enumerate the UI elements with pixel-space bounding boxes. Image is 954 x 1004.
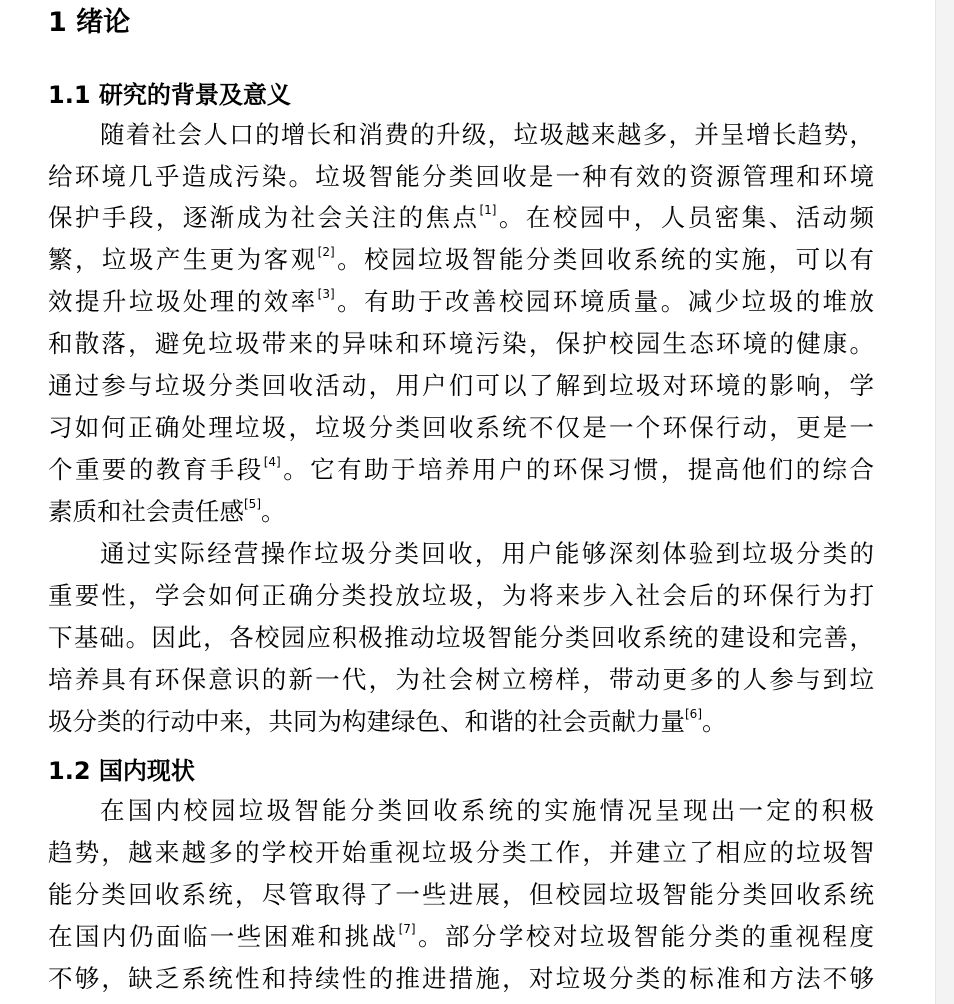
line-text: 。部分学校对垃圾智能分类的重视程度 xyxy=(415,922,875,951)
line-text: 。在校园中，人员密集、活动频 xyxy=(496,203,875,232)
line-text: 和散落，避免垃圾带来的异味和环境污染，保护校园生态环境的健康。 xyxy=(48,329,874,358)
line-text: 效提升垃圾处理的效率 xyxy=(48,287,318,316)
paragraph-line xyxy=(48,875,874,915)
paragraph-line xyxy=(48,366,874,406)
line-text: 素质和社会责任感 xyxy=(48,497,244,526)
line-text: 习如何正确处理垃圾，垃圾分类回收系统不仅是一个环保行动，更是一 xyxy=(48,413,874,442)
line-text: 不够，缺乏系统性和持续性的推进措施，对垃圾分类的标准和方法不够 xyxy=(48,964,874,993)
citation-1[interactable]: [1] xyxy=(479,203,497,218)
line-text: 下基础。因此，各校园应积极推动垃圾智能分类回收系统的建设和完善， xyxy=(48,623,874,652)
line-text: 。 xyxy=(702,707,727,736)
paragraph-line xyxy=(48,157,874,197)
line-text: 重要性，学会如何正确分类投放垃圾，为将来步入社会后的环保行为打 xyxy=(48,581,874,610)
line-text: 繁，垃圾产生更为客观 xyxy=(48,245,318,274)
line-text: 。校园垃圾智能分类回收系统的实施，可以有 xyxy=(334,245,875,274)
paragraph-line xyxy=(48,917,874,957)
paragraph-line xyxy=(48,450,874,490)
line-text: 给环境几乎造成污染。垃圾智能分类回收是一种有效的资源管理和环境 xyxy=(48,162,874,191)
section-heading-1-1: 1.1 研究的背景及意义 xyxy=(48,81,291,109)
line-text: 在国内仍面临一些困难和挑战 xyxy=(48,922,399,951)
paragraph-line xyxy=(48,618,874,658)
line-text: 通过参与垃圾分类回收活动，用户们可以了解到垃圾对环境的影响，学 xyxy=(48,371,874,400)
paragraph-line xyxy=(48,702,874,742)
paragraph-line xyxy=(48,660,874,700)
citation-5[interactable]: [5] xyxy=(244,497,261,512)
line-text: 保护手段，逐渐成为社会关注的焦点 xyxy=(48,203,480,232)
paragraph-line xyxy=(48,324,874,364)
paragraph-line xyxy=(100,791,874,831)
chapter-title: 1 绪论 xyxy=(48,7,131,38)
paragraph-line xyxy=(100,115,874,155)
paragraph-line xyxy=(48,576,874,616)
vertical-scrollbar[interactable] xyxy=(935,0,954,1004)
paragraph-line xyxy=(48,959,874,999)
paragraph-line xyxy=(48,282,874,322)
paragraph-line xyxy=(48,408,874,448)
line-text: 随着社会人口的增长和消费的升级，垃圾越来越多，并呈增长趋势， xyxy=(100,120,874,149)
line-text: 培养具有环保意识的新一代，为社会树立榜样，带动更多的人参与到垃 xyxy=(48,665,874,694)
citation-4[interactable]: [4] xyxy=(263,455,281,470)
citation-7[interactable]: [7] xyxy=(398,922,416,937)
line-text: 个重要的教育手段 xyxy=(48,455,264,484)
line-text: 圾分类的行动中来，共同为构建绿色、和谐的社会贡献力量 xyxy=(48,707,685,736)
citation-3[interactable]: [3] xyxy=(317,287,335,302)
line-text: 。有助于改善校园环境质量。减少垃圾的堆放 xyxy=(334,287,875,316)
paragraph-line xyxy=(48,240,874,280)
citation-2[interactable]: [2] xyxy=(317,245,335,260)
paragraph-line xyxy=(48,492,874,532)
line-text: 通过实际经营操作垃圾分类回收，用户能够深刻体验到垃圾分类的 xyxy=(100,539,874,568)
paragraph-line xyxy=(48,198,874,238)
paragraph-line xyxy=(48,833,874,873)
line-text: 能分类回收系统，尽管取得了一些进展，但校园垃圾智能分类回收系统 xyxy=(48,880,874,909)
line-text: 。 xyxy=(261,497,286,526)
line-text: 趋势，越来越多的学校开始重视垃圾分类工作，并建立了相应的垃圾智 xyxy=(48,838,874,867)
citation-6[interactable]: [6] xyxy=(685,707,702,722)
line-text: 在国内校园垃圾智能分类回收系统的实施情况呈现出一定的积极 xyxy=(100,796,874,825)
paragraph-line xyxy=(100,534,874,574)
section-heading-1-2: 1.2 国内现状 xyxy=(48,757,195,785)
line-text: 。它有助于培养用户的环保习惯，提高他们的综合 xyxy=(280,455,874,484)
